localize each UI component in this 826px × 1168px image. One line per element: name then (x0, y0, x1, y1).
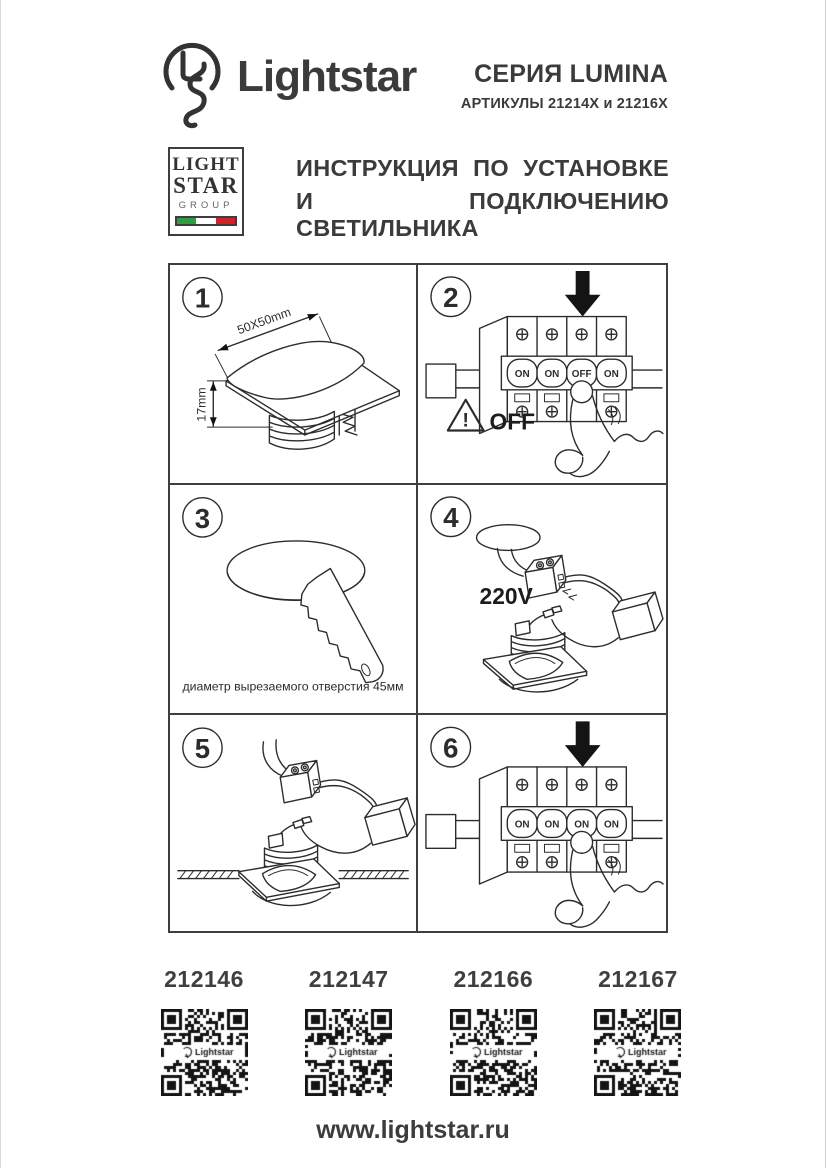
step-6-illustration (418, 715, 666, 931)
svg-text:1: 1 (194, 282, 211, 314)
flag-green (177, 218, 196, 224)
product-code: 212146 (164, 966, 244, 992)
svg-text:OFF: OFF (489, 408, 536, 435)
product-code: 212166 (453, 966, 534, 992)
step-2-illustration (418, 265, 666, 483)
svg-text:ON: ON (514, 368, 530, 380)
cutout-caption: диаметр вырезаемого отверстия 45мм (182, 679, 404, 694)
series-articles: АРТИКУЛЫ 21214X и 21216X (460, 96, 668, 112)
svg-text:ON: ON (544, 819, 560, 831)
lightstar-group-logo (168, 147, 244, 236)
product-column (304, 966, 394, 1101)
group-logo-line3: GROUP (178, 200, 234, 212)
step-3-cell (170, 485, 418, 715)
series-block (381, 60, 668, 112)
svg-text:ON: ON (604, 819, 619, 831)
document-title-line1: ИНСТРУКЦИЯ ПО УСТАНОВКЕ (296, 155, 669, 181)
product-column (159, 966, 249, 1101)
step-number-badge (431, 727, 471, 767)
svg-text:ON: ON (603, 368, 619, 380)
step-6-cell (418, 715, 666, 931)
step-3-illustration (170, 485, 416, 713)
product-column (593, 966, 683, 1101)
step-5-illustration (170, 715, 416, 931)
italian-flag-stripe (175, 216, 237, 226)
svg-text:ON: ON (574, 819, 590, 831)
step-4-cell (418, 485, 666, 715)
step-number-badge (183, 728, 222, 767)
svg-text:2: 2 (443, 282, 459, 314)
step-number-badge (431, 277, 471, 317)
website-url: www.lightstar.ru (316, 1116, 510, 1144)
flag-red (216, 218, 235, 224)
down-arrow-icon (565, 721, 601, 767)
lightstar-bulb-logo-icon (159, 36, 235, 130)
product-codes-row (159, 966, 683, 1101)
product-column (448, 966, 538, 1101)
qr-code (305, 1009, 392, 1096)
group-logo-line1: LIGHT (172, 154, 240, 175)
product-code: 212147 (308, 966, 389, 992)
voltage-label: 220V (479, 582, 533, 609)
qr-code (594, 1009, 681, 1096)
instruction-grid (168, 263, 668, 933)
product-code: 212167 (598, 966, 678, 992)
svg-text:!: ! (462, 409, 469, 432)
svg-text:50X50mm: 50X50mm (235, 304, 293, 338)
svg-text:4: 4 (443, 502, 459, 534)
qr-code (161, 1009, 248, 1096)
step-number-badge (183, 498, 222, 537)
document-title (296, 155, 669, 242)
svg-text:ON: ON (514, 819, 530, 831)
step-number-badge (183, 278, 222, 317)
series-title: СЕРИЯ LUMINA (474, 60, 668, 88)
svg-text:3: 3 (194, 502, 211, 534)
circuit-breaker (426, 767, 662, 884)
svg-text:ON: ON (544, 368, 560, 380)
step-4-illustration (418, 485, 666, 713)
svg-text:17mm: 17mm (194, 387, 209, 422)
step-number-badge (431, 497, 471, 537)
step-2-cell (418, 265, 666, 485)
step-1-illustration (170, 265, 416, 483)
qr-code (450, 1009, 537, 1096)
brand-wordmark: Lightstar (237, 52, 417, 101)
svg-text:6: 6 (443, 732, 459, 764)
group-logo-line2: STAR (173, 173, 239, 199)
down-arrow-icon (565, 271, 601, 317)
svg-text:5: 5 (194, 733, 211, 765)
document-title-line2: И ПОДКЛЮЧЕНИЮ СВЕТИЛЬНИКА (296, 188, 669, 241)
svg-text:OFF: OFF (571, 368, 592, 380)
flag-white (196, 218, 215, 224)
step-5-cell (170, 715, 418, 931)
cutout-disk-and-saw (227, 541, 383, 683)
step-1-cell (170, 265, 418, 485)
